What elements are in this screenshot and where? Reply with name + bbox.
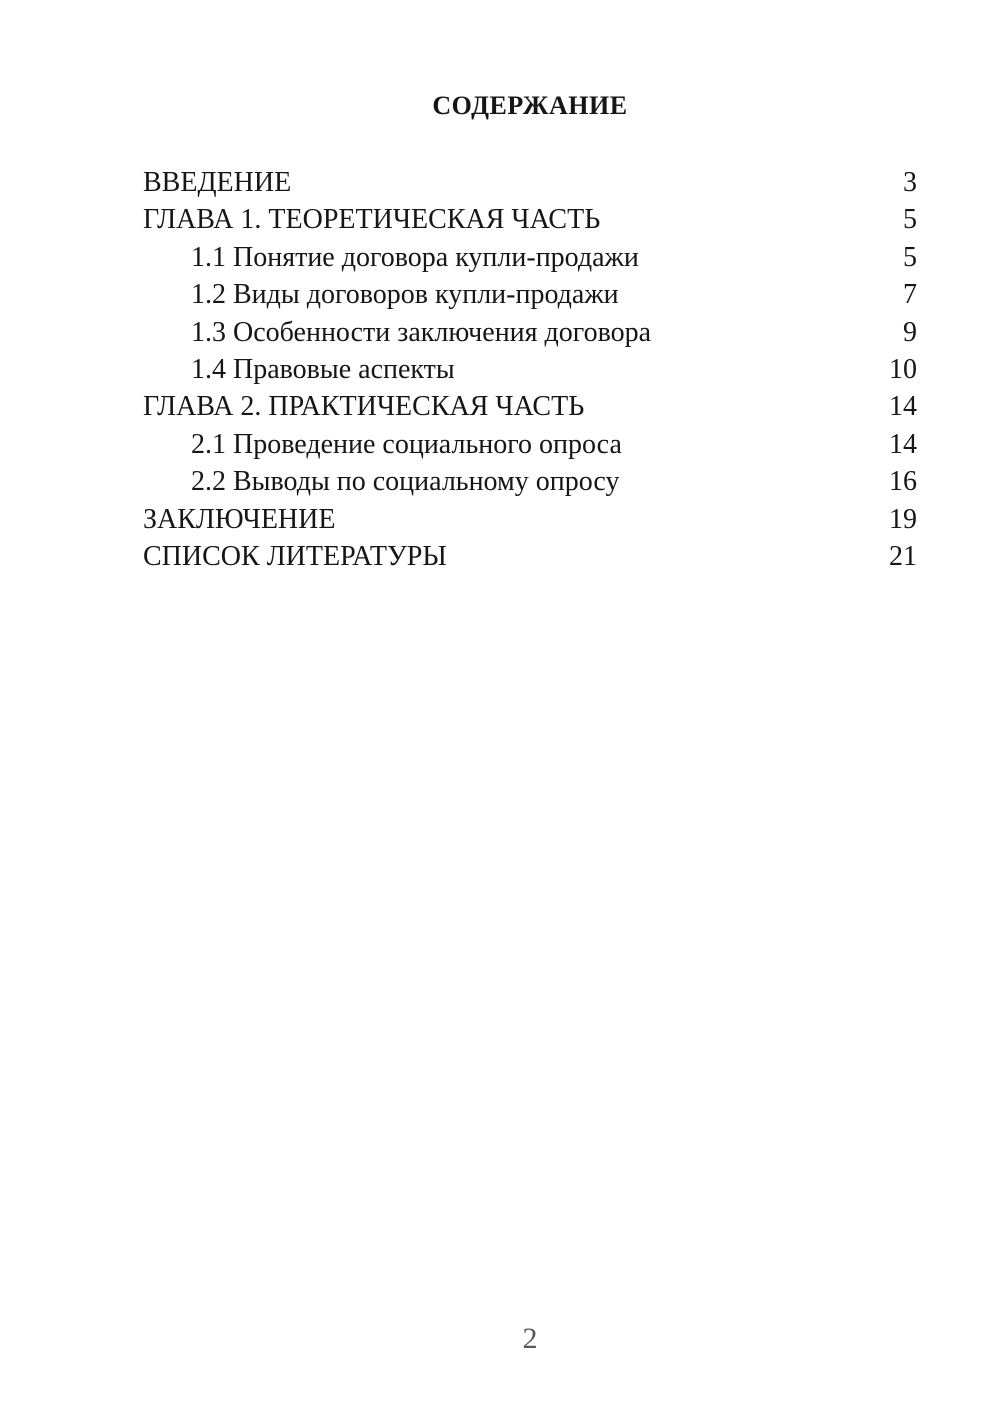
- toc-entry-label: 1.1 Понятие договора купли-продажи: [191, 241, 639, 273]
- toc-entry-page-number: 16: [889, 466, 917, 498]
- toc-entry-page-number: 5: [903, 241, 917, 273]
- toc-entry-label: 2.1 Проведение социального опроса: [191, 428, 622, 460]
- toc-entry: [143, 351, 917, 388]
- toc-entry: [143, 463, 917, 500]
- toc-entry-page-number: 19: [889, 503, 917, 535]
- toc-entry-label: 1.2 Виды договоров купли-продажи: [191, 279, 619, 311]
- toc-entry: [143, 201, 917, 238]
- toc-entry: [143, 239, 917, 276]
- toc-entry-label: СПИСОК ЛИТЕРАТУРЫ: [143, 540, 447, 572]
- toc-entry: [143, 276, 917, 313]
- toc-entry-label: ГЛАВА 1. ТЕОРЕТИЧЕСКАЯ ЧАСТЬ: [143, 204, 601, 236]
- toc-entry-page-number: 10: [889, 353, 917, 385]
- toc-entry: [143, 314, 917, 351]
- footer-page-number: 2: [522, 1322, 538, 1355]
- toc-entry-label: ЗАКЛЮЧЕНИЕ: [143, 503, 336, 535]
- toc-entry: [143, 388, 917, 425]
- toc-entry: [143, 426, 917, 463]
- toc-entry-label: 1.3 Особенности заключения договора: [191, 316, 652, 348]
- toc-entry-page-number: 7: [903, 279, 917, 311]
- toc-entry-page-number: 21: [889, 540, 917, 572]
- toc-entry-page-number: 3: [903, 167, 917, 198]
- toc-entry-label: 1.4 Правовые аспекты: [191, 353, 455, 385]
- toc-entry-label: 2.2 Выводы по социальному опросу: [191, 466, 620, 498]
- toc-entry-label: ГЛАВА 2. ПРАКТИЧЕСКАЯ ЧАСТЬ: [143, 391, 585, 423]
- page-title: СОДЕРЖАНИЕ: [432, 91, 628, 120]
- toc-entry: [143, 164, 917, 201]
- toc-entry-page-number: 14: [889, 391, 917, 423]
- toc-entry: [143, 538, 917, 575]
- toc-entry-page-number: 5: [903, 204, 917, 236]
- toc-entry: [143, 501, 917, 538]
- table-of-contents: [143, 164, 917, 575]
- toc-entry-page-number: 9: [903, 316, 917, 348]
- toc-entry-page-number: 14: [889, 428, 917, 460]
- toc-entry-label: ВВЕДЕНИЕ: [143, 167, 292, 198]
